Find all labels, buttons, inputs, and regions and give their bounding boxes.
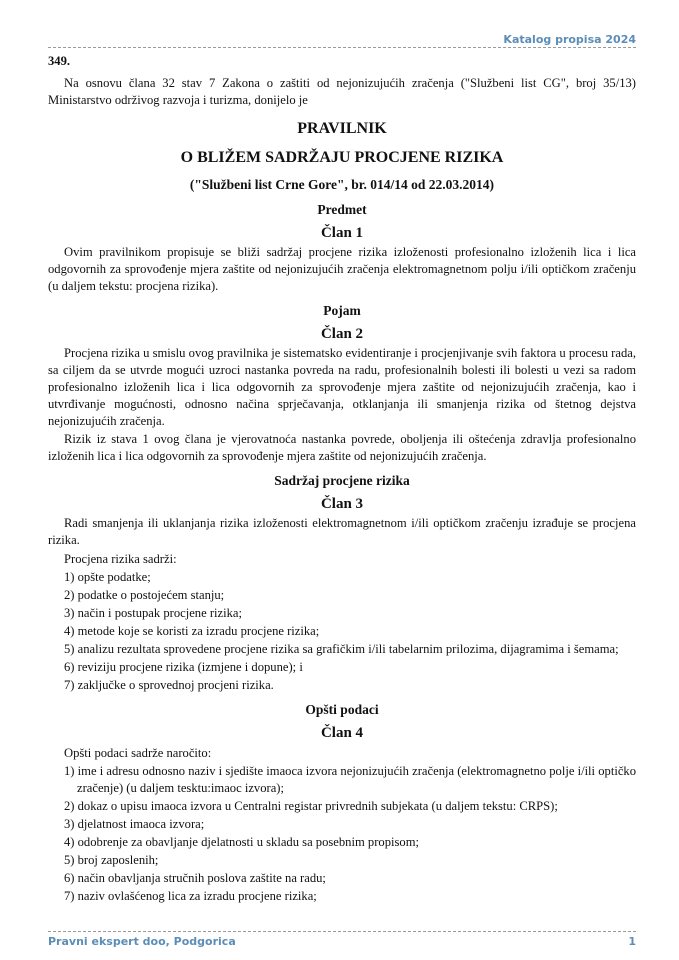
publisher: Pravni ekspert doo, Podgorica	[48, 935, 236, 948]
page-footer	[48, 931, 636, 948]
list-item: 2) podatke o postojećem stanju;	[64, 588, 225, 602]
list-item: 1) ime i adresu odnosno naziv i sjedište imaoca izvora nejonizujućih zračenja (elektromagnetno polje i/ili optičko zračenje) (u daljem tesktu:imaoc izvora);	[64, 764, 636, 795]
list-item: 4) odobrenje za obavljanje djelatnosti u skladu sa posebnim propisom;	[64, 835, 419, 849]
document-body	[48, 53, 636, 916]
paragraph: Rizik iz stava 1 ovog člana je vjerovatnoća nastanka povrede, oboljenja ili oštećenja zdravlja profesionalno izloženih lica i lica odgovornih za sprovođenje mjera zaštite od nejonizujućih zračenja.	[48, 432, 636, 463]
article-heading: Član 1	[320, 225, 364, 241]
section-heading: Pojam	[323, 303, 361, 318]
list-item: 2) dokaz o upisu imaoca izvora u Centralni registar privrednih subjekata (u daljem tekstu: CRPS);	[64, 799, 558, 813]
list-intro: Procjena rizika sadrži:	[64, 552, 177, 566]
paragraph: Ovim pravilnikom propisuje se bliži sadržaj procjene rizika izloženosti profesionalno izloženih lica i lica odgovornih za sprovođenje mjera zaštite od nejonizujućih zračenja elektromagnetnom polju i/ili optičkom zračenju (u daljem tekstu: procjena rizika).	[48, 245, 636, 293]
list-item: 5) analizu rezultata sprovedene procjene rizika sa grafičkim i/ili tabelarnim prilozima, dijagramima i šemama;	[64, 642, 619, 656]
list-item: 7) zaključke o sprovednoj procjeni rizika.	[64, 678, 274, 692]
list-item: 3) djelatnost imaoca izvora;	[64, 817, 205, 831]
page-header	[48, 30, 636, 48]
article-heading: Član 2	[320, 326, 364, 342]
article-heading: Član 3	[320, 496, 364, 512]
page-number: 1	[628, 935, 636, 948]
list-item: 3) način i postupak procjene rizika;	[64, 606, 242, 620]
article-heading: Član 4	[320, 725, 364, 741]
list-item: 6) reviziju procjene rizika (izmjene i dopune); i	[64, 660, 303, 674]
document-title: PRAVILNIK	[297, 120, 387, 137]
list-intro: Opšti podaci sadrže naročito:	[64, 746, 212, 760]
list-item: 1) opšte podatke;	[64, 570, 151, 584]
catalog-title: Katalog propisa 2024	[503, 33, 636, 46]
section-heading: Predmet	[317, 202, 367, 217]
list-item: 6) način obavljanja stručnih poslova zaštite na radu;	[64, 871, 326, 885]
preamble: Na osnovu člana 32 stav 7 Zakona o zaštiti od nejonizujućih zračenja ("Službeni list CG", broj 35/13) Ministarstvo održivog razvoja i turizma, donijelo je	[48, 76, 636, 107]
paragraph: Radi smanjenja ili uklanjanja rizika izloženosti elektromagnetnom i/ili optičkom zračenju izrađuje se procjena rizika.	[48, 516, 636, 547]
list-item: 5) broj zaposlenih;	[64, 853, 159, 867]
list-item: 4) metode koje se koristi za izradu procjene rizika;	[64, 624, 320, 638]
section-heading: Sadržaj procjene rizika	[274, 473, 410, 488]
document-number: 349.	[48, 54, 71, 68]
list-item: 7) naziv ovlašćenog lica za izradu procjene rizika;	[64, 889, 317, 903]
gazette-reference: ("Službeni list Crne Gore", br. 014/14 od 22.03.2014)	[189, 177, 495, 192]
document-subtitle: O BLIŽEM SADRŽAJU PROCJENE RIZIKA	[180, 149, 504, 166]
section-heading: Opšti podaci	[305, 702, 379, 717]
paragraph: Procjena rizika u smislu ovog pravilnika je sistematsko evidentiranje i procjenjivanje svih faktora u procesu rada, sa ciljem da se utvrde mogući uzroci nastanka povreda na radu, profesionalnih bolesti ili bolesti u vezi sa radom profesionalno izloženih lica i lica odgovornih za sprovođenje mjera zaštite od nejonizujućih zračenja, kao i utvrđivanje mogućnosti, odnosno načina sprječavanja, otklanjanja ili smanjenja rizika od štetnog dejstva nejonizujućih zračenja.	[48, 346, 636, 428]
